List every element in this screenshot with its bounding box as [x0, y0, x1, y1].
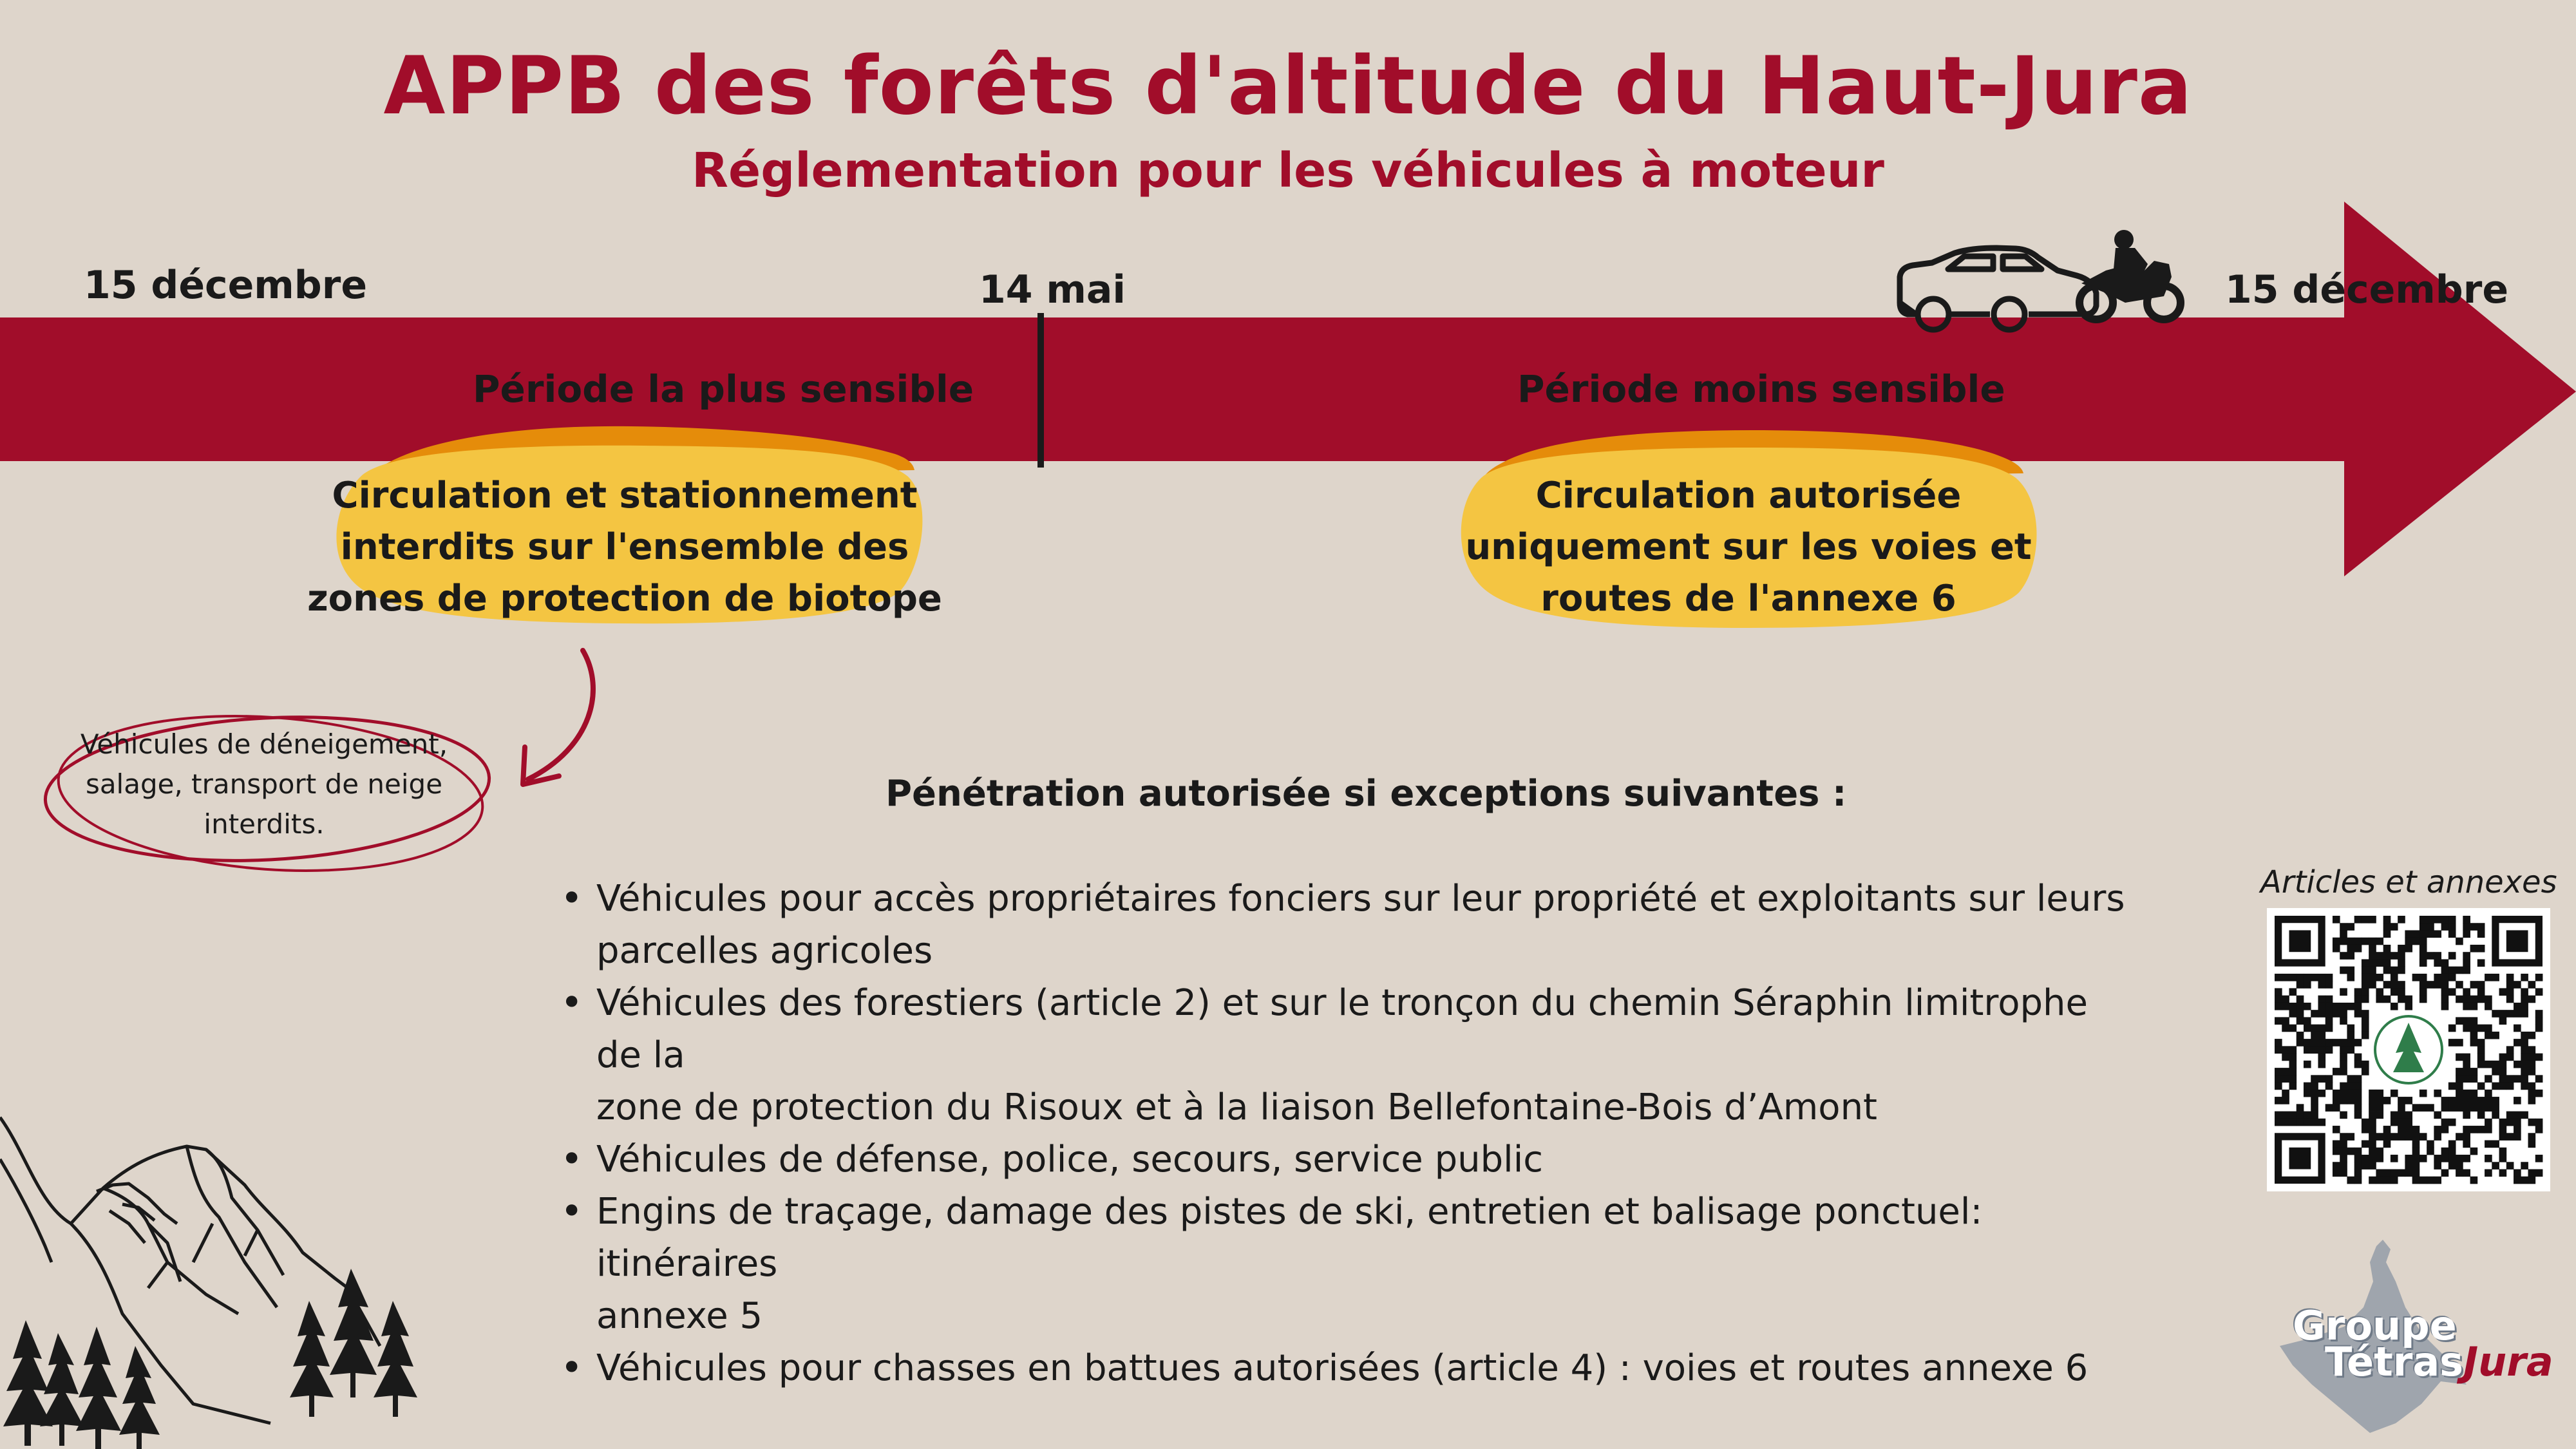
logo-line2: [2325, 1338, 2553, 1385]
qr-code[interactable]: [2267, 908, 2550, 1191]
list-item-line: • Véhicules des forestiers (article 2) et sur le tronçon du chemin Séraphin limitrophe de la: [596, 982, 2088, 1076]
period-sensitive-label: Période la plus sensible: [473, 367, 974, 411]
note-line: Véhicules de déneigement,: [80, 728, 448, 760]
list-item: [560, 1342, 2138, 1394]
period-less-sensitive-label: Période moins sensible: [1517, 367, 2005, 411]
note-arrow: [528, 650, 593, 779]
rule-sensitive-line: zones de protection de biotope: [307, 578, 942, 620]
list-item-line: zone de protection du Risoux et à la liaison Bellefontaine-Bois d’Amont: [596, 1086, 1878, 1128]
list-item-line: • Véhicules pour accès propriétaires fonciers sur leur propriété et exploitants sur leurs: [596, 878, 2125, 920]
start-date: 15 décembre: [84, 263, 368, 308]
end-date: 15 décembre: [2225, 267, 2509, 312]
rule-sensitive: [303, 470, 947, 625]
qr-code-graphic: [2267, 908, 2550, 1191]
rule-less-sensitive-line: Circulation autorisée: [1535, 475, 1962, 516]
note-line: salage, transport de neige: [85, 768, 443, 800]
list-item-line: annexe 5: [596, 1295, 763, 1337]
middle-date: 14 mai: [979, 267, 1126, 312]
rule-sensitive-line: interdits sur l'ensemble des: [340, 526, 909, 568]
list-item-line: • Engins de traçage, damage des pistes de ski, entretien et balisage ponctuel: itinéraires: [596, 1191, 1983, 1285]
snow-vehicles-note: [68, 724, 460, 844]
rule-less-sensitive-line: uniquement sur les voies et: [1465, 526, 2032, 568]
list-item: [560, 1186, 2138, 1342]
list-item: [560, 977, 2138, 1133]
qr-label: Articles et annexes: [2260, 864, 2557, 900]
timeline-divider: [1037, 313, 1044, 468]
page-subtitle: Réglementation pour les véhicules à moteur: [692, 143, 1884, 198]
logo-word-tetras: Tétras: [2325, 1338, 2464, 1385]
exceptions-title: Pénétration autorisée si exceptions suivantes :: [886, 773, 1847, 815]
rule-less-sensitive-line: routes de l'annexe 6: [1540, 578, 1956, 620]
logo-line1: Groupe: [2293, 1302, 2457, 1349]
exceptions-list: [560, 873, 2138, 1394]
list-item-line: parcelles agricoles: [596, 930, 933, 972]
car-icon: [1900, 248, 2096, 330]
note-line: interdits.: [204, 808, 325, 840]
page-title: APPB des forêts d'altitude du Haut-Jura: [383, 40, 2193, 133]
rule-less-sensitive: [1443, 470, 2054, 625]
list-item-line: • Véhicules de défense, police, secours, service public: [596, 1139, 1544, 1180]
list-item: [560, 873, 2138, 977]
list-item-line: • Véhicules pour chasses en battues autorisées (article 4) : voies et routes annexe 6: [596, 1347, 2088, 1389]
list-item: [560, 1133, 2138, 1186]
logo-word-jura: Jura: [2463, 1338, 2553, 1385]
rule-sensitive-line: Circulation et stationnement: [332, 475, 918, 516]
